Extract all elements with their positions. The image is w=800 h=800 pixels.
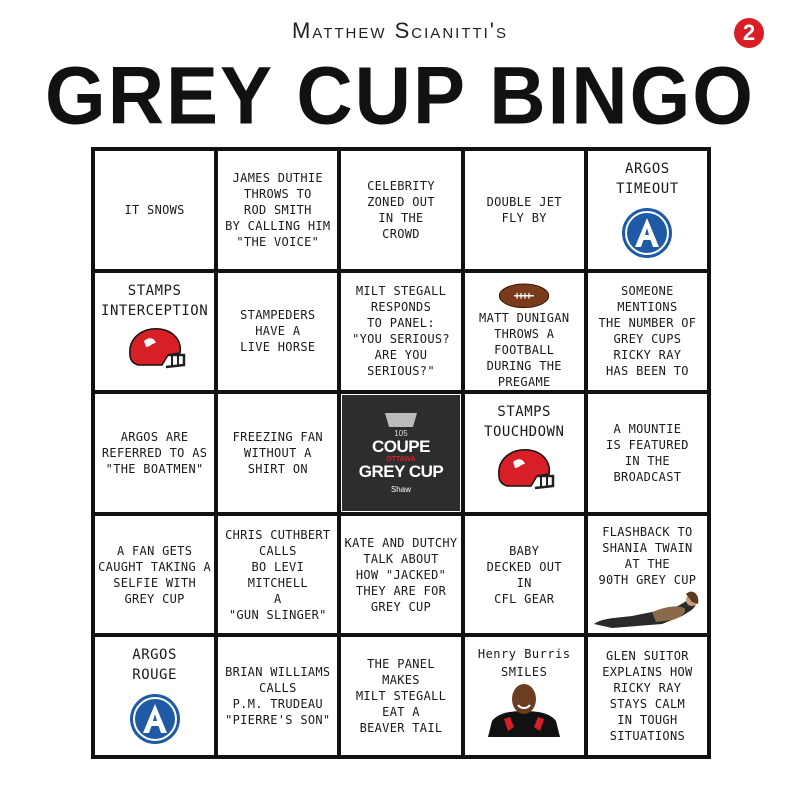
square-text: BABY DECKED OUT IN CFL GEAR <box>486 543 562 606</box>
square-text: CELEBRITY ZONED OUT IN THE CROWD <box>367 178 435 241</box>
bingo-square[interactable] <box>218 151 337 269</box>
argos-logo-icon <box>621 207 673 259</box>
bingo-square[interactable] <box>465 637 584 755</box>
bingo-square[interactable] <box>341 637 460 755</box>
football-icon <box>497 281 551 311</box>
square-text: Henry Burris SMILES <box>477 647 571 680</box>
bingo-square[interactable] <box>588 151 707 269</box>
henry-burris-photo-icon <box>484 681 564 737</box>
square-text: DOUBLE JET FLY BY <box>486 194 562 225</box>
square-text: BRIAN WILLIAMS CALLS P.M. TRUDEAU "PIERRE'S SON" <box>225 665 331 728</box>
square-text: IT SNOWS <box>124 202 185 217</box>
bingo-square[interactable] <box>588 637 707 755</box>
bingo-square[interactable] <box>465 516 584 634</box>
square-text: MILT STEGALL RESPONDS TO PANEL: "YOU SERIOUS? ARE YOU SERIOUS?" <box>352 284 450 379</box>
argos-logo-icon <box>129 693 181 745</box>
square-text: THE PANEL MAKES MILT STEGALL EAT A BEAVER TAIL <box>355 657 447 736</box>
bingo-square[interactable] <box>218 394 337 512</box>
bingo-square[interactable] <box>95 637 214 755</box>
square-text: A MOUNTIE IS FEATURED IN THE BROADCAST <box>606 421 689 484</box>
logo-number: 105 <box>394 429 408 439</box>
bingo-square[interactable] <box>588 516 707 634</box>
free-space[interactable] <box>341 394 460 512</box>
square-text: A FAN GETS CAUGHT TAKING A SELFIE WITH GREY CUP <box>98 543 212 606</box>
bingo-square[interactable] <box>341 273 460 391</box>
logo-city: OTTAWA <box>386 456 416 464</box>
square-text: FLASHBACK TO SHANIA TWAIN AT THE 90TH GREY CUP <box>598 524 697 587</box>
logo-line1: COUPE <box>372 437 430 457</box>
shania-photo-icon <box>592 588 702 632</box>
square-text: KATE AND DUTCHY TALK ABOUT HOW "JACKED" THEY ARE FOR GREY CUP <box>344 535 458 614</box>
bingo-square[interactable] <box>95 151 214 269</box>
square-text: SOMEONE MENTIONS THE NUMBER OF GREY CUPS RICKY RAY HAS BEEN TO <box>598 284 697 379</box>
square-text: FREEZING FAN WITHOUT A SHIRT ON <box>232 429 323 476</box>
bingo-square[interactable] <box>465 273 584 391</box>
square-text: STAMPEDERS HAVE A LIVE HORSE <box>240 308 316 355</box>
bingo-grid <box>91 147 711 759</box>
logo-sponsor: Shaw <box>390 485 411 495</box>
bingo-square[interactable] <box>465 394 584 512</box>
author-subtitle: Matthew Scianitti's <box>291 18 509 43</box>
bingo-square[interactable] <box>218 273 337 391</box>
square-text: STAMPS INTERCEPTION <box>101 282 209 319</box>
bingo-square[interactable] <box>341 151 460 269</box>
bingo-square[interactable] <box>95 516 214 634</box>
square-text: STAMPS TOUCHDOWN <box>484 404 565 441</box>
stamps-helmet-icon <box>491 446 557 494</box>
bingo-square[interactable] <box>588 394 707 512</box>
bingo-square[interactable] <box>588 273 707 391</box>
page-title: GREY CUP BINGO <box>45 48 755 142</box>
trophy-icon <box>381 411 421 429</box>
square-text: GLEN SUITOR EXPLAINS HOW RICKY RAY STAYS CALM IN TOUGH SITUATIONS <box>602 649 693 744</box>
square-text: ARGOS ARE REFERRED TO AS "THE BOATMEN" <box>101 429 208 476</box>
bingo-square[interactable] <box>341 516 460 634</box>
number-badge: 2 <box>734 18 764 48</box>
bingo-square[interactable] <box>95 394 214 512</box>
bingo-square[interactable] <box>218 516 337 634</box>
stamps-helmet-icon <box>122 325 188 373</box>
bingo-square[interactable] <box>218 637 337 755</box>
logo-line2: GREY CUP <box>358 462 444 482</box>
square-text: JAMES DUTHIE THROWS TO ROD SMITH BY CALLING HIM "THE VOICE" <box>225 170 331 249</box>
grey-cup-logo <box>342 395 460 511</box>
square-text: ARGOS TIMEOUT <box>616 161 679 197</box>
square-text: CHRIS CUTHBERT CALLS BO LEVI MITCHELL A "GUN SLINGER" <box>225 527 331 622</box>
bingo-square[interactable] <box>465 151 584 269</box>
bingo-square[interactable] <box>95 273 214 391</box>
square-text: MATT DUNIGAN THROWS A FOOTBALL DURING THE PREGAME <box>479 311 570 390</box>
square-text: ARGOS ROUGE <box>132 647 177 684</box>
